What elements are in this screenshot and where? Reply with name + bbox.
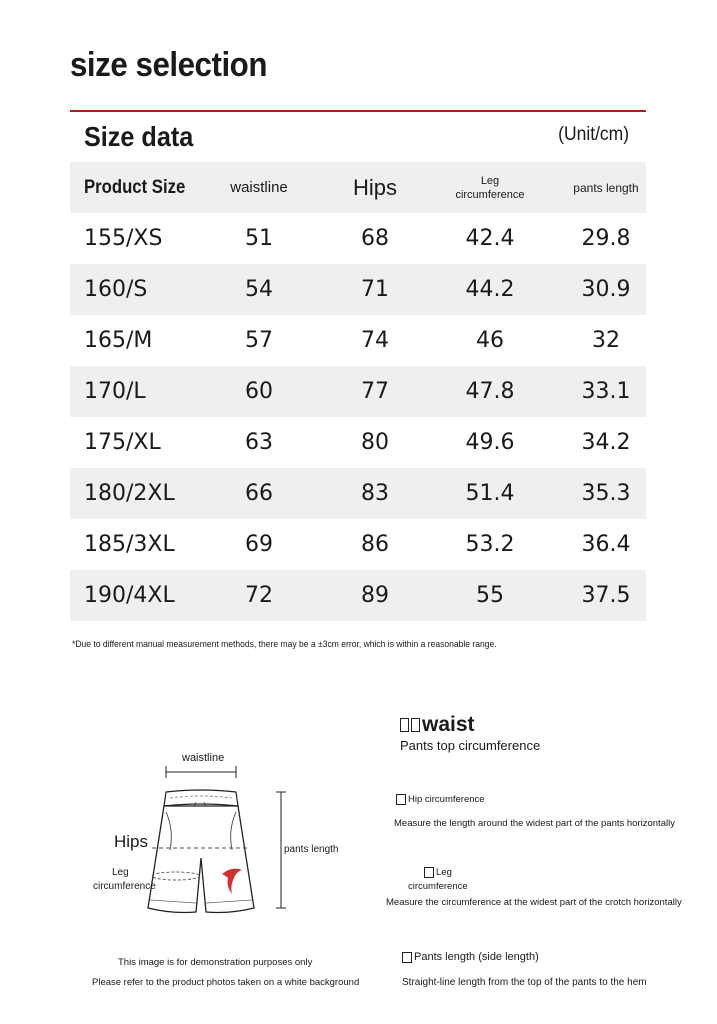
table-header-row xyxy=(70,162,646,213)
diagram-caption-1: This image is for demonstration purposes only xyxy=(118,957,313,968)
shorts-diagram xyxy=(0,690,360,1000)
cell-size: 170/L xyxy=(84,379,146,404)
cell-leg: 55 xyxy=(476,583,504,608)
cell-leg: 49.6 xyxy=(465,430,515,455)
marker-icon xyxy=(402,952,412,963)
diagram-length-label: pants length xyxy=(284,844,339,855)
cell-length: 34.2 xyxy=(581,430,631,455)
cell-leg: 51.4 xyxy=(465,481,515,506)
cell-hips: 89 xyxy=(361,583,389,608)
info-leg-desc: Measure the circumference at the widest part of the crotch horizontally xyxy=(386,897,682,908)
cell-leg: 42.4 xyxy=(465,226,515,251)
info-length-title: Pants length (side length) xyxy=(402,951,539,963)
cell-size: 190/4XL xyxy=(84,583,175,608)
cell-waistline: 54 xyxy=(245,277,273,302)
info-hip-title: Hip circumference xyxy=(396,794,485,805)
cell-hips: 74 xyxy=(361,328,389,353)
unit-label: (Unit/cm) xyxy=(558,124,629,145)
info-length-desc: Straight-line length from the top of the pants to the hem xyxy=(402,977,647,988)
marker-icon xyxy=(424,867,434,878)
cell-length: 36.4 xyxy=(581,532,631,557)
table-row xyxy=(70,519,646,570)
table-row xyxy=(70,315,646,366)
cell-length: 33.1 xyxy=(581,379,631,404)
size-table xyxy=(70,162,646,621)
header-waistline: waistline xyxy=(230,179,288,196)
cell-waistline: 60 xyxy=(245,379,273,404)
cell-size: 175/XL xyxy=(84,430,161,455)
cell-size: 155/XS xyxy=(84,226,163,251)
table-row xyxy=(70,570,646,621)
cell-leg: 46 xyxy=(476,328,504,353)
info-leg-title-2: circumference xyxy=(408,881,468,892)
section-heading: Size data xyxy=(84,121,194,152)
info-waist-title: waist xyxy=(400,713,475,737)
cell-size: 165/M xyxy=(84,328,153,353)
measurement-footnote: *Due to different manual measurement methods, there may be a ±3cm error, which is within a reasonable range. xyxy=(72,639,497,650)
cell-hips: 86 xyxy=(361,532,389,557)
cell-waistline: 63 xyxy=(245,430,273,455)
cell-length: 30.9 xyxy=(581,277,631,302)
table-row xyxy=(70,417,646,468)
table-row xyxy=(70,264,646,315)
cell-hips: 77 xyxy=(361,379,389,404)
table-row xyxy=(70,366,646,417)
table-row xyxy=(70,468,646,519)
cell-leg: 53.2 xyxy=(465,532,515,557)
cell-hips: 71 xyxy=(361,277,389,302)
cell-hips: 83 xyxy=(361,481,389,506)
diagram-caption-2: Please refer to the product photos taken on a white background xyxy=(92,977,360,988)
info-leg-title: Leg xyxy=(424,867,452,878)
info-waist-desc: Pants top circumference xyxy=(400,738,541,753)
cell-length: 35.3 xyxy=(581,481,631,506)
cell-length: 32 xyxy=(592,328,620,353)
info-hip-desc: Measure the length around the widest part of the pants horizontally xyxy=(394,818,675,829)
cell-length: 29.8 xyxy=(581,226,631,251)
diagram-leg-label-2: circumference xyxy=(93,881,156,892)
diagram-hips-label: Hips xyxy=(114,832,149,851)
cell-waistline: 57 xyxy=(245,328,273,353)
header-leg-circumference: Leg circumference xyxy=(455,174,525,201)
marker-icon xyxy=(400,718,409,732)
cell-waistline: 72 xyxy=(245,583,273,608)
header-product-size: Product Size xyxy=(84,176,186,198)
header-pants-length: pants length xyxy=(573,180,639,195)
cell-size: 185/3XL xyxy=(84,532,175,557)
cell-leg: 44.2 xyxy=(465,277,515,302)
cell-waistline: 51 xyxy=(245,226,273,251)
cell-hips: 68 xyxy=(361,226,389,251)
cell-waistline: 69 xyxy=(245,532,273,557)
marker-icon xyxy=(411,718,420,732)
cell-size: 180/2XL xyxy=(84,481,175,506)
header-hips: Hips xyxy=(352,174,397,200)
page-title: size selection xyxy=(70,46,267,84)
diagram-waistline-label: waistline xyxy=(182,752,225,764)
cell-length: 37.5 xyxy=(581,583,631,608)
table-row xyxy=(70,213,646,264)
marker-icon xyxy=(396,794,406,805)
diagram-leg-label: Leg xyxy=(112,867,129,878)
title-divider xyxy=(70,110,646,112)
cell-hips: 80 xyxy=(361,430,389,455)
cell-waistline: 66 xyxy=(245,481,273,506)
cell-leg: 47.8 xyxy=(465,379,515,404)
cell-size: 160/S xyxy=(84,277,148,302)
